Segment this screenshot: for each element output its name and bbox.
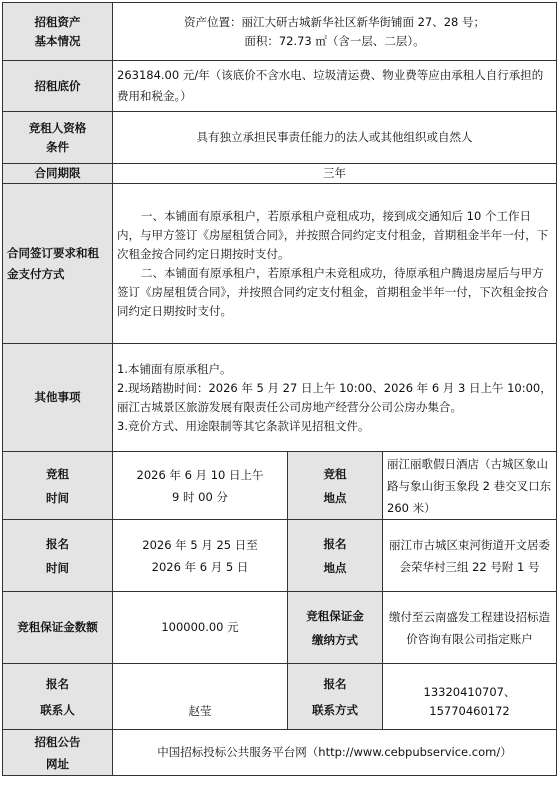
row-qualification <box>3 112 557 164</box>
asset-info-label: 招租资产 基本情况 <box>3 3 113 61</box>
bid-place-value: 丽江丽歌假日酒店（古城区象山路与象山街玉象段 2 巷交叉口东 260 米） <box>383 452 557 520</box>
signup-place-value: 丽江市古城区束河街道开文居委会荣华村三组 22 号附 1 号 <box>383 520 557 592</box>
bid-place-label: 竞租 地点 <box>288 452 383 520</box>
other-matters-value <box>113 344 557 452</box>
base-price-label: 招租底价 <box>3 61 113 112</box>
bid-time-value: 2026 年 6 月 10 日上午 9 时 00 分 <box>113 452 288 520</box>
deposit-method-label: 竞租保证金 缴纳方式 <box>288 592 383 664</box>
contract-term-label: 合同期限 <box>3 164 113 184</box>
row-signup-time-place <box>3 520 557 592</box>
contact-person-value: 赵莹 <box>113 664 288 730</box>
payment-paragraph-2: 二、本铺面有原承租户，若原承租户未竞租成功，待原承租户腾退房屋后与甲方签订《房屋租赁合同》，并按照合同约定支付租金，首期租金半年一付，下次租金按合同约定日期按时支付。 <box>117 265 549 318</box>
qualification-value: 具有独立承担民事责任能力的法人或其他组织或自然人 <box>113 112 557 164</box>
website-value[interactable]: 中国招标投标公共服务平台网（http://www.cebpubservice.com/） <box>113 730 557 776</box>
signup-place-label: 报名 地点 <box>288 520 383 592</box>
other-item-2: 2.现场踏勘时间：2026 年 5 月 27 日上午 10:00、2026 年 6 月 3 日上午 10:00，丽江古城景区旅游发展有限责任公司房地产经营分公司公房办集合。 <box>117 380 552 414</box>
contact-person-label: 报名 联系人 <box>3 664 113 730</box>
contact-phone-label: 报名 联系方式 <box>288 664 383 730</box>
other-item-3: 3.竞价方式、用途限制等其它条款详见招租文件。 <box>117 418 370 433</box>
other-item-1: 1.本铺面有原承租户。 <box>117 361 232 376</box>
signup-time-value: 2026 年 5 月 25 日至 2026 年 6 月 5 日 <box>113 520 288 592</box>
row-contract-term <box>3 164 557 184</box>
row-bid-time-place <box>3 452 557 520</box>
contact-phone-value: 13320410707、15770460172 <box>383 664 557 730</box>
payment-label: 合同签订要求和租金支付方式 <box>3 184 113 344</box>
deposit-amount-label: 竞租保证金数额 <box>3 592 113 664</box>
row-deposit <box>3 592 557 664</box>
row-other-matters <box>3 344 557 452</box>
other-matters-label: 其他事项 <box>3 344 113 452</box>
bid-time-label: 竞租 时间 <box>3 452 113 520</box>
deposit-method-value: 缴付至云南盛发工程建设招标造价咨询有限公司指定账户 <box>383 592 557 664</box>
row-base-price <box>3 61 557 112</box>
row-asset-info <box>3 3 557 61</box>
payment-value <box>113 184 557 344</box>
website-label: 招租公告 网址 <box>3 730 113 776</box>
asset-info-value <box>113 3 557 61</box>
tender-info-table <box>2 2 557 776</box>
base-price-value: 263184.00 元/年（该底价不含水电、垃圾清运费、物业费等应由承租人自行承担的费用和税金。） <box>113 61 557 112</box>
asset-location: 资产位置：丽江大研古城新华社区新华街铺面 27、28 号； <box>183 14 486 29</box>
qualification-label: 竞租人资格 条件 <box>3 112 113 164</box>
signup-time-label: 报名 时间 <box>3 520 113 592</box>
deposit-amount-value: 100000.00 元 <box>113 592 288 664</box>
asset-area: 面积：72.73 ㎡（含一层、二层）。 <box>244 33 425 48</box>
row-payment <box>3 184 557 344</box>
contract-term-value: 三年 <box>113 164 557 184</box>
row-contact <box>3 664 557 730</box>
row-website <box>3 730 557 776</box>
payment-paragraph-1: 一、本铺面有原承租户，若原承租户竞租成功，接到成交通知后 10 个工作日内，与甲方签订《房屋租赁合同》，并按照合同约定支付租金，首期租金半年一付，下次租金按合同约定日期按时支付。 <box>117 208 549 261</box>
